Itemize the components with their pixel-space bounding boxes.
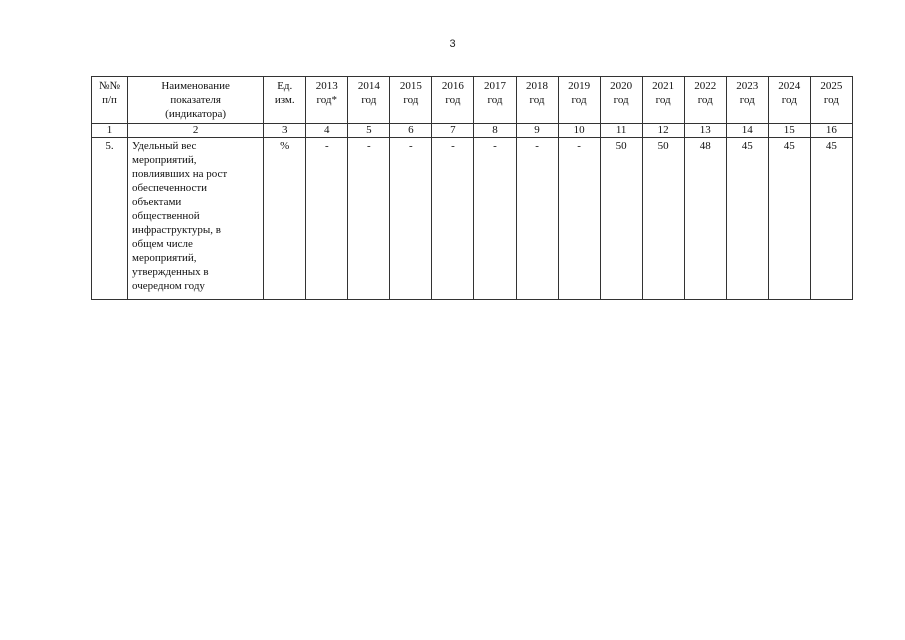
value-cell: - <box>558 138 600 300</box>
unit-cell: % <box>264 138 306 300</box>
column-number: 8 <box>474 124 516 138</box>
header-year-value: 2015 <box>399 80 422 92</box>
indicator-name-line: мероприятий, <box>132 252 197 264</box>
header-name-line: показателя <box>170 94 221 106</box>
header-year-value: 2014 <box>357 80 380 92</box>
header-year-value: 2022 <box>694 80 717 92</box>
column-number: 4 <box>306 124 348 138</box>
column-number: 1 <box>92 124 128 138</box>
header-name <box>128 77 264 124</box>
header-year-value: 2019 <box>568 80 591 92</box>
header-year <box>390 77 432 124</box>
header-year-label: год <box>487 94 503 106</box>
indicator-name <box>128 138 264 300</box>
indicator-name-line: объектами <box>132 196 182 208</box>
header-year-value: 2016 <box>441 80 464 92</box>
value-cell: 45 <box>810 138 852 300</box>
column-number: 15 <box>768 124 810 138</box>
column-number: 10 <box>558 124 600 138</box>
indicator-name-line: обеспеченности <box>132 182 208 194</box>
column-number: 11 <box>600 124 642 138</box>
header-year-value: 2013 <box>315 80 338 92</box>
indicator-name-line: общественной <box>132 210 200 222</box>
header-year-label: год <box>361 94 377 106</box>
row-number: 5. <box>92 138 128 300</box>
column-number: 16 <box>810 124 852 138</box>
header-unit-line: изм. <box>274 94 295 106</box>
header-year <box>348 77 390 124</box>
column-number: 9 <box>516 124 558 138</box>
value-cell: - <box>474 138 516 300</box>
header-year <box>642 77 684 124</box>
header-year-label: год* <box>316 94 338 106</box>
header-year-value: 2020 <box>610 80 633 92</box>
column-number: 14 <box>726 124 768 138</box>
header-year <box>558 77 600 124</box>
header-year-label: год <box>613 94 629 106</box>
value-cell: - <box>348 138 390 300</box>
header-num-line: п/п <box>102 94 117 106</box>
column-number: 7 <box>432 124 474 138</box>
header-year <box>306 77 348 124</box>
indicator-name-line: повлиявших на рост <box>132 168 228 180</box>
header-year <box>474 77 516 124</box>
value-cell: 50 <box>600 138 642 300</box>
column-number: 5 <box>348 124 390 138</box>
indicator-name-line: утвержденных в <box>132 266 209 278</box>
header-num-line: №№ <box>99 80 121 92</box>
header-year <box>768 77 810 124</box>
indicator-name-line: Удельный вес <box>132 140 197 152</box>
header-year-label: год <box>739 94 755 106</box>
header-year-value: 2024 <box>778 80 801 92</box>
header-year-value: 2023 <box>736 80 759 92</box>
header-unit <box>264 77 306 124</box>
header-year <box>600 77 642 124</box>
header-year-value: 2018 <box>526 80 549 92</box>
header-year-value: 2021 <box>652 80 675 92</box>
page-number: 3 <box>449 38 456 50</box>
header-year-label: год <box>571 94 587 106</box>
header-year <box>726 77 768 124</box>
header-year-label: год <box>445 94 461 106</box>
value-cell: 45 <box>768 138 810 300</box>
column-number: 2 <box>128 124 264 138</box>
header-year-label: год <box>697 94 713 106</box>
column-number-row <box>92 124 853 138</box>
column-number: 6 <box>390 124 432 138</box>
header-year-value: 2017 <box>483 80 506 92</box>
indicator-name-line: инфраструктуры, в <box>132 224 221 236</box>
value-cell: - <box>432 138 474 300</box>
table-row <box>92 138 853 300</box>
column-number: 13 <box>684 124 726 138</box>
column-number: 12 <box>642 124 684 138</box>
header-name-line: Наименование <box>161 80 230 92</box>
header-year <box>810 77 852 124</box>
header-year-label: год <box>823 94 839 106</box>
value-cell: 48 <box>684 138 726 300</box>
value-cell: - <box>390 138 432 300</box>
header-year-value: 2025 <box>820 80 843 92</box>
header-row <box>92 77 853 124</box>
indicator-name-line: очередном году <box>132 280 205 292</box>
header-year-label: год <box>529 94 545 106</box>
value-cell: 45 <box>726 138 768 300</box>
header-name-line: (индикатора) <box>165 108 227 120</box>
header-year-label: год <box>403 94 419 106</box>
indicator-name-line: мероприятий, <box>132 154 197 166</box>
column-number: 3 <box>264 124 306 138</box>
header-year-label: год <box>781 94 797 106</box>
indicator-name-line: общем числе <box>132 238 193 250</box>
header-year-label: год <box>655 94 671 106</box>
header-num <box>92 77 128 124</box>
header-year <box>684 77 726 124</box>
value-cell: - <box>516 138 558 300</box>
value-cell: 50 <box>642 138 684 300</box>
header-year <box>516 77 558 124</box>
header-year <box>432 77 474 124</box>
value-cell: - <box>306 138 348 300</box>
indicators-table <box>91 76 853 300</box>
header-unit-line: Ед. <box>277 80 293 92</box>
